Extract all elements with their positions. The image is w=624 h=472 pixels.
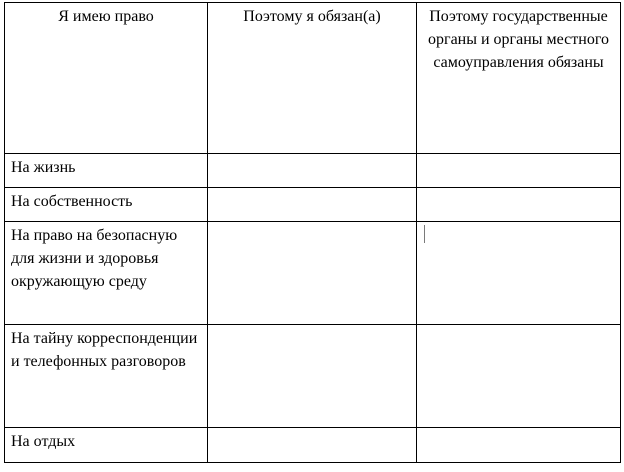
text-cursor bbox=[424, 225, 425, 243]
header-cell-right[interactable] bbox=[5, 3, 208, 154]
duty-cell[interactable] bbox=[208, 154, 417, 188]
table-row bbox=[5, 154, 621, 188]
table-body bbox=[5, 154, 621, 463]
header-label-duty: Поэтому я обязан(а) bbox=[243, 8, 381, 25]
right-label: На собственность bbox=[11, 193, 133, 210]
table-row bbox=[5, 428, 621, 463]
duty-cell[interactable] bbox=[208, 325, 417, 428]
duty-cell[interactable] bbox=[208, 222, 417, 325]
table-row bbox=[5, 188, 621, 222]
right-label: На право на безопасную для жизни и здоровья окружающую среду bbox=[11, 227, 178, 290]
header-cell-duty[interactable] bbox=[208, 3, 417, 154]
table-header bbox=[5, 3, 621, 154]
right-cell[interactable] bbox=[5, 325, 208, 428]
authority-duty-cell[interactable] bbox=[417, 325, 621, 428]
table-row bbox=[5, 222, 621, 325]
right-label: На тайну корреспонденции и телефонных разговоров bbox=[11, 330, 198, 370]
authority-duty-cell[interactable] bbox=[417, 188, 621, 222]
header-label-right: Я имею право bbox=[58, 8, 154, 25]
authority-duty-cell[interactable] bbox=[417, 154, 621, 188]
right-cell[interactable] bbox=[5, 222, 208, 325]
header-cell-authority-duty[interactable] bbox=[417, 3, 621, 154]
right-cell[interactable] bbox=[5, 154, 208, 188]
authority-duty-cell[interactable] bbox=[417, 428, 621, 463]
duty-cell[interactable] bbox=[208, 428, 417, 463]
right-cell[interactable] bbox=[5, 188, 208, 222]
right-cell[interactable] bbox=[5, 428, 208, 463]
authority-duty-cell[interactable] bbox=[417, 222, 621, 325]
duty-cell[interactable] bbox=[208, 188, 417, 222]
header-label-authority-duty: Поэтому государственные органы и органы местного самоуправления обязаны bbox=[428, 8, 609, 71]
right-label: На жизнь bbox=[11, 159, 76, 176]
right-label: На отдых bbox=[11, 433, 76, 450]
rights-duties-table bbox=[4, 2, 621, 463]
header-row bbox=[5, 3, 621, 154]
table-row bbox=[5, 325, 621, 428]
